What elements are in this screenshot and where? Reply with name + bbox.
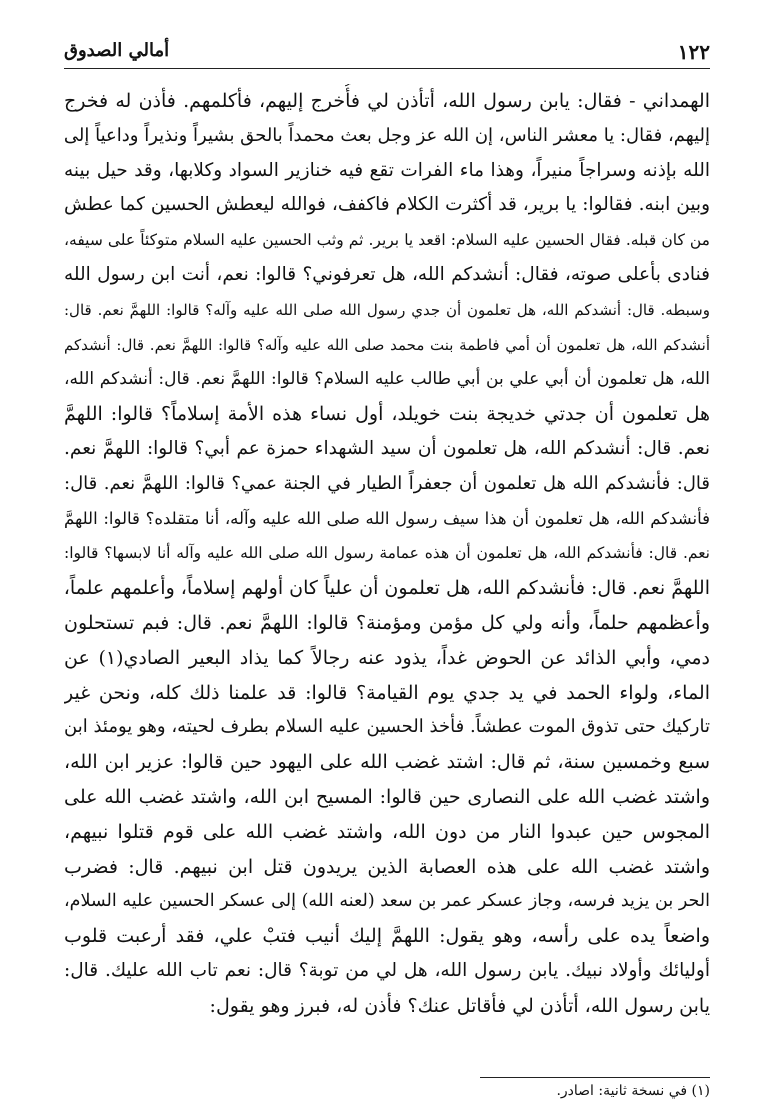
text-line: سبع وخمسين سنة، ثم قال: اشتد غضب الله على اليهود حين قالوا: عزير ابن الله، bbox=[64, 751, 710, 774]
text-line: أوليائك وأولاد نبيك. يابن رسول الله، هل لي من توبة؟ قال: نعم تاب الله عليك. قال: bbox=[64, 959, 710, 981]
text-line: فنادى بأعلى صوته، فقال: أنشدكم الله، هل تعرفوني؟ قالوا: نعم، أنت ابن رسول الله bbox=[64, 263, 710, 285]
text-line: تاركيك حتى تذوق الموت عطشاً. فأخذ الحسين عليه السلام بطرف لحيته، وهو يومئذ ابن bbox=[64, 716, 710, 738]
text-line: وأعظمهم حلماً، وأنه ولي كل مؤمن ومؤمنة؟ قالوا: اللهمَّ نعم. قال: فبم تستحلون bbox=[64, 611, 710, 634]
text-line: الله، هل تعلمون أن أبي علي بن أبي طالب عليه السلام؟ قالوا: اللهمَّ نعم. قال: أنشدكم الله، bbox=[64, 369, 710, 390]
text-line: إليهم، فقال: يا معشر الناس، إن الله عز وجل بعث محمداً بالحق بشيراً ونذيراً وداعياً إلى bbox=[64, 124, 710, 146]
header-rule bbox=[64, 68, 710, 69]
text-line: هل تعلمون أن جدتي خديجة بنت خويلد، أول نساء هذه الأمة إسلاماً؟ قالوا: اللهمَّ bbox=[64, 403, 710, 426]
text-line: وبين ابنه. فقالوا: يا برير، قد أكثرت الكلام فاكفف، فوالله ليعطش الحسين كما عطش bbox=[64, 194, 710, 216]
running-title: أمالي الصدوق bbox=[64, 40, 170, 61]
text-line: اللهمَّ نعم. قال: فأنشدكم الله، هل تعلمون أن علياً كان أولهم إسلاماً، وأعلمهم علماً، bbox=[64, 577, 710, 600]
text-line: يابن رسول الله، أتأذن لي فأقاتل عنك؟ فأذن له، فبرز وهو يقول: bbox=[209, 994, 710, 1017]
page-header bbox=[64, 38, 710, 68]
footnote-rule bbox=[480, 1077, 710, 1078]
text-line: نعم. قال: أنشدكم الله، هل تعلمون أن سيد الشهداء حمزة عم أبي؟ قالوا: اللهمَّ نعم. bbox=[64, 437, 710, 459]
text-line: المجوس حين عبدوا النار من دون الله، واشتد غضب الله على قوم قتلوا نبيهم، bbox=[64, 820, 710, 843]
text-line: قال: فأنشدكم الله هل تعلمون أن جعفراً الطيار في الجنة عمي؟ قالوا: اللهمَّ نعم. قال: bbox=[64, 472, 710, 494]
text-line: واشتد غضب الله على النصارى حين قالوا: المسيح ابن الله، واشتد غضب الله على bbox=[64, 785, 710, 808]
text-line: الهمداني - فقال: يابن رسول الله، أتأذن لي فأُخرج إليهم، فأكلمهم. فأذن له فخرج bbox=[64, 90, 710, 112]
text-line: الحر بن يزيد فرسه، وجاز عسكر عمر بن سعد (لعنه الله) إلى عسكر الحسين عليه السلام، bbox=[64, 891, 710, 912]
text-line: من كان قبله. فقال الحسين عليه السلام: اقعد يا برير. ثم وثب الحسين عليه السلام متوكئاً على سيفه، bbox=[64, 231, 710, 250]
text-line: دمي، وأبي الذائد عن الحوض غداً، يذود عنه رجالاً كما يذاد البعير الصادي(١) عن bbox=[64, 646, 710, 669]
text-line: أنشدكم الله، هل تعلمون أن أمي فاطمة بنت محمد صلى الله عليه وآله؟ قالوا: اللهمَّ نعم. قال: أنشدكم bbox=[64, 335, 710, 354]
footnote: (١) في نسخة ثانية: اصادر. bbox=[556, 1083, 710, 1099]
page-number: ١٢٢ bbox=[677, 40, 710, 64]
text-line: فأنشدكم الله، هل تعلمون أن هذا سيف رسول الله صلى الله عليه وآله، أنا متقلده؟ قالوا: اللهمَّ bbox=[64, 508, 710, 528]
text-line: الماء، ولواء الحمد في يد جدي يوم القيامة؟ قالوا: قد علمنا ذلك كله، ونحن غير bbox=[64, 681, 710, 704]
text-line: نعم. قال: فأنشدكم الله، هل تعلمون أن هذه عمامة رسول الله صلى الله عليه وآله أنا لابسها؟ قالوا: bbox=[64, 544, 710, 563]
text-line: واشتد غضب الله على هذه العصابة الذين يريدون قتل ابن نبيهم. قال: فضرب bbox=[64, 855, 710, 878]
text-line: واضعاً يده على رأسه، وهو يقول: اللهمَّ إليك أنيب فتبْ علي، فقد أرعبت قلوب bbox=[64, 925, 710, 948]
text-line: الله بإذنه وسراجاً منيراً، وهذا ماء الفرات تقع فيه خنازير السواد وكلابها، وقد حيل بينه bbox=[64, 159, 710, 181]
text-line: وسبطه. قال: أنشدكم الله، هل تعلمون أن جدي رسول الله صلى الله عليه وآله؟ قالوا: اللهمَّ نعم. قال: bbox=[64, 300, 710, 319]
body-text bbox=[64, 84, 710, 1024]
